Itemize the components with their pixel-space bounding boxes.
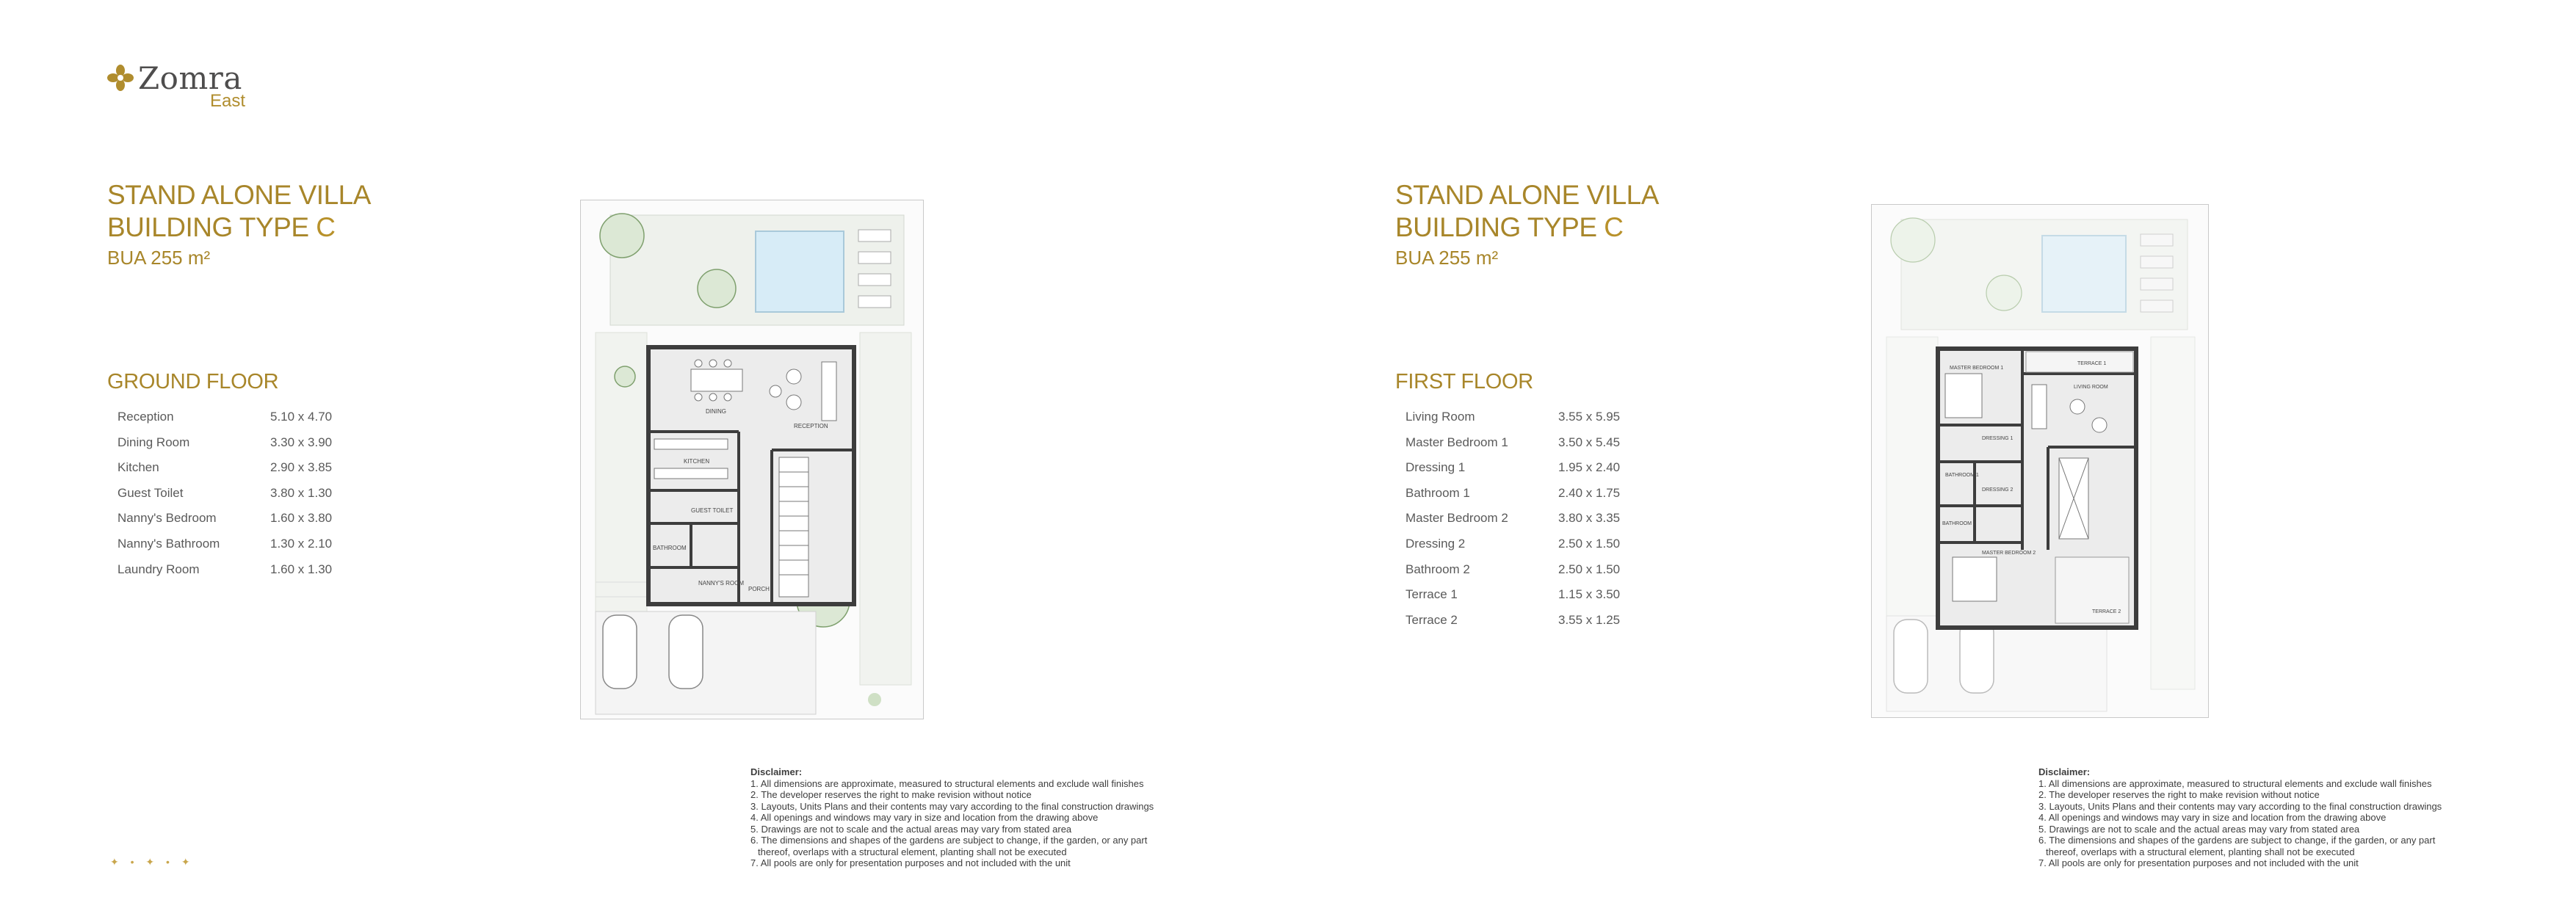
room-row [1405,562,1655,588]
room-dims: 1.60 x 3.80 [270,511,333,526]
room-dims: 2.50 x 1.50 [1558,562,1621,576]
villa-title-block-ground [107,179,489,270]
plan-label: BATHROOM [653,545,687,551]
bua-label: BUA 255 m² [1395,247,1499,269]
plan-label: NANNY'S ROOM [698,580,744,587]
plan-label: MASTER BEDROOM 1 [1950,366,2004,371]
room-dims: 2.90 x 3.85 [270,460,333,475]
disclaimer-ground [750,766,1220,869]
brand-sub: East [210,91,246,111]
room-name: Master Bedroom 2 [1405,511,1508,526]
room-dims: 2.40 x 1.75 [1558,485,1621,500]
disclaimer-line: 1. All dimensions are approximate, measured to structural elements and exclude wall finishes [750,777,1144,789]
brand-name: Zomra [138,60,242,96]
room-row [117,460,367,486]
room-name: Dressing 1 [1405,460,1466,475]
disclaimer-line: 6. The dimensions and shapes of the gardens are subject to change, if the garden, or any part [2038,835,2436,846]
room-name: Nanny's Bedroom [117,511,217,526]
room-name: Dining Room [117,435,190,449]
plan-label: LIVING ROOM [2074,385,2108,390]
disclaimer-line: thereof, overlaps with a structural element, planting shall not be executed [758,846,1067,857]
floor-title-ground: GROUND FLOOR [107,370,279,393]
room-dims: 1.60 x 1.30 [270,562,333,576]
disclaimer-line: 1. All dimensions are approximate, measured to structural elements and exclude wall finishes [2038,777,2432,789]
disclaimer-line: thereof, overlaps with a structural element, planting shall not be executed [2046,846,2355,857]
bua-label: BUA 255 m² [107,247,211,269]
first-floor-plan [1871,204,2209,718]
plan-label: PORCH [748,586,770,592]
plan-label: TERRACE 2 [2092,609,2121,614]
brand-logo [107,60,283,113]
plan-label: RECEPTION [794,423,828,429]
room-row [1405,587,1655,613]
plan-label: BATHROOM 1 [1945,473,1979,478]
disclaimer-line: 5. Drawings are not to scale and the actual areas may vary from stated area [2038,823,2360,835]
disclaimer-line: 2. The developer reserves the right to make revision without notice [750,789,1032,800]
room-name: Dressing 2 [1405,536,1466,551]
villa-title: STAND ALONE VILLA [1395,180,1659,210]
room-row [1405,537,1655,562]
room-dims: 3.80 x 3.35 [1558,511,1621,526]
plan-label: DRESSING 2 [1982,487,2014,493]
villa-title-block-first [1395,179,1777,270]
disclaimer-line: 4. All openings and windows may vary in size and location from the drawing above [750,812,1099,823]
room-row [1405,486,1655,512]
room-name: Terrace 2 [1405,612,1458,627]
building-type-prefix: BUILDING TYPE [107,212,316,242]
room-name: Bathroom 2 [1405,562,1470,576]
disclaimer-heading: Disclaimer: [2038,766,2091,777]
pool [2042,236,2126,312]
room-name: Master Bedroom 1 [1405,435,1508,449]
building-type-prefix: BUILDING TYPE [1395,212,1604,242]
decorative-dots: ✦ • ✦ • ✦ [110,856,195,868]
room-dims: 1.95 x 2.40 [1558,460,1621,475]
room-dims: 2.50 x 1.50 [1558,536,1621,551]
room-dims: 3.55 x 5.95 [1558,410,1621,424]
floor-title-first: FIRST FLOOR [1395,370,1533,393]
pool [756,231,844,312]
disclaimer-line: 2. The developer reserves the right to make revision without notice [2038,789,2320,800]
room-name: Laundry Room [117,562,200,576]
room-row [117,435,367,461]
disclaimer-line: 5. Drawings are not to scale and the actual areas may vary from stated area [750,823,1072,835]
room-row [117,562,367,588]
plan-label: MASTER BEDROOM 2 [1982,551,2036,556]
building-type [1395,211,1777,244]
room-row [117,410,367,435]
room-list-first [1405,410,1655,638]
plan-label: KITCHEN [684,458,710,465]
plan-label: DINING [706,408,726,415]
building-type-letter: C [1604,212,1624,242]
building-type-letter: C [316,212,336,242]
room-dims: 3.50 x 5.45 [1558,435,1621,449]
plan-label: TERRACE 1 [2077,361,2107,366]
plan-label: BATHROOM 2 [1942,521,1976,526]
disclaimer-line: 7. All pools are only for presentation purposes and not included with the unit [2038,857,2359,868]
room-dims: 1.30 x 2.10 [270,536,333,551]
room-name: Bathroom 1 [1405,485,1470,500]
room-dims: 5.10 x 4.70 [270,410,333,424]
disclaimer-line: 6. The dimensions and shapes of the gardens are subject to change, if the garden, or any part [750,835,1148,846]
building-type [107,211,489,244]
room-dims: 3.55 x 1.25 [1558,612,1621,627]
room-dims: 3.80 x 1.30 [270,485,333,500]
room-row [1405,511,1655,537]
room-row [1405,435,1655,461]
disclaimer-heading: Disclaimer: [750,766,803,777]
room-row [117,511,367,537]
room-list-ground [117,410,367,587]
room-row [1405,613,1655,639]
room-name: Reception [117,410,174,424]
room-row [117,486,367,512]
room-name: Kitchen [117,460,159,475]
room-name: Nanny's Bathroom [117,536,220,551]
room-dims: 1.15 x 3.50 [1558,587,1621,602]
room-row [1405,410,1655,435]
plan-label: DRESSING 1 [1982,436,2014,441]
disclaimer-line: 3. Layouts, Units Plans and their contents may vary according to the final construction drawings [2038,800,2442,812]
room-name: Guest Toilet [117,485,184,500]
disclaimer-first [2038,766,2508,869]
disclaimer-line: 3. Layouts, Units Plans and their contents may vary according to the final construction drawings [750,800,1154,812]
disclaimer-line: 4. All openings and windows may vary in size and location from the drawing above [2038,812,2387,823]
disclaimer-line: 7. All pools are only for presentation purposes and not included with the unit [750,857,1071,868]
villa-title: STAND ALONE VILLA [107,180,371,210]
plan-label: GUEST TOILET [691,507,734,514]
room-name: Living Room [1405,410,1475,424]
ground-floor-plan [580,200,924,719]
flower-icon [107,65,134,91]
room-dims: 3.30 x 3.90 [270,435,333,449]
room-name: Terrace 1 [1405,587,1458,602]
room-row [117,537,367,562]
room-row [1405,460,1655,486]
